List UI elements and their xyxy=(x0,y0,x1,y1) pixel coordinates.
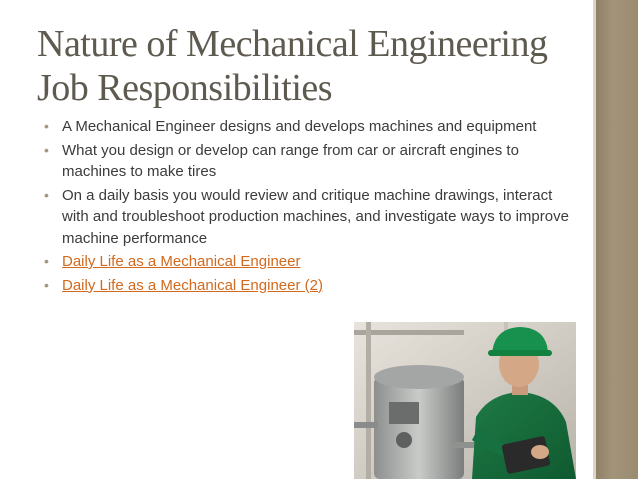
title-line-1: Nature of Mechanical Engineering xyxy=(37,23,548,65)
bullet-icon: • xyxy=(44,118,49,134)
bullet-list xyxy=(44,116,574,298)
daily-life-link[interactable]: Daily Life as a Mechanical Engineer xyxy=(62,253,301,270)
bullet-icon: • xyxy=(44,253,49,269)
bullet-icon: • xyxy=(44,141,49,158)
bullet-item-link xyxy=(44,275,574,297)
slide-title xyxy=(37,22,597,110)
daily-life-link-2[interactable]: Daily Life as a Mechanical Engineer (2) xyxy=(62,276,323,294)
engineer-photo xyxy=(354,322,576,479)
bullet-text: On a daily basis you would review and critique machine drawings, interact with and troubleshoot production machines, and investigate ways to improve machine performance xyxy=(62,186,569,247)
decorative-sidebar xyxy=(596,0,638,479)
bullet-item-link xyxy=(44,251,574,273)
bullet-item xyxy=(44,185,574,250)
bullet-icon: • xyxy=(44,276,49,293)
bullet-text: What you design or develop can range from car or aircraft engines to machines to make tires xyxy=(62,141,519,180)
bullet-item xyxy=(44,116,574,138)
bullet-item xyxy=(44,140,574,183)
title-line-2: Job Responsibilities xyxy=(37,67,333,109)
engineer-photo-illustration xyxy=(354,322,576,479)
bullet-icon: • xyxy=(44,186,49,203)
bullet-text: A Mechanical Engineer designs and develops machines and equipment xyxy=(62,118,537,135)
